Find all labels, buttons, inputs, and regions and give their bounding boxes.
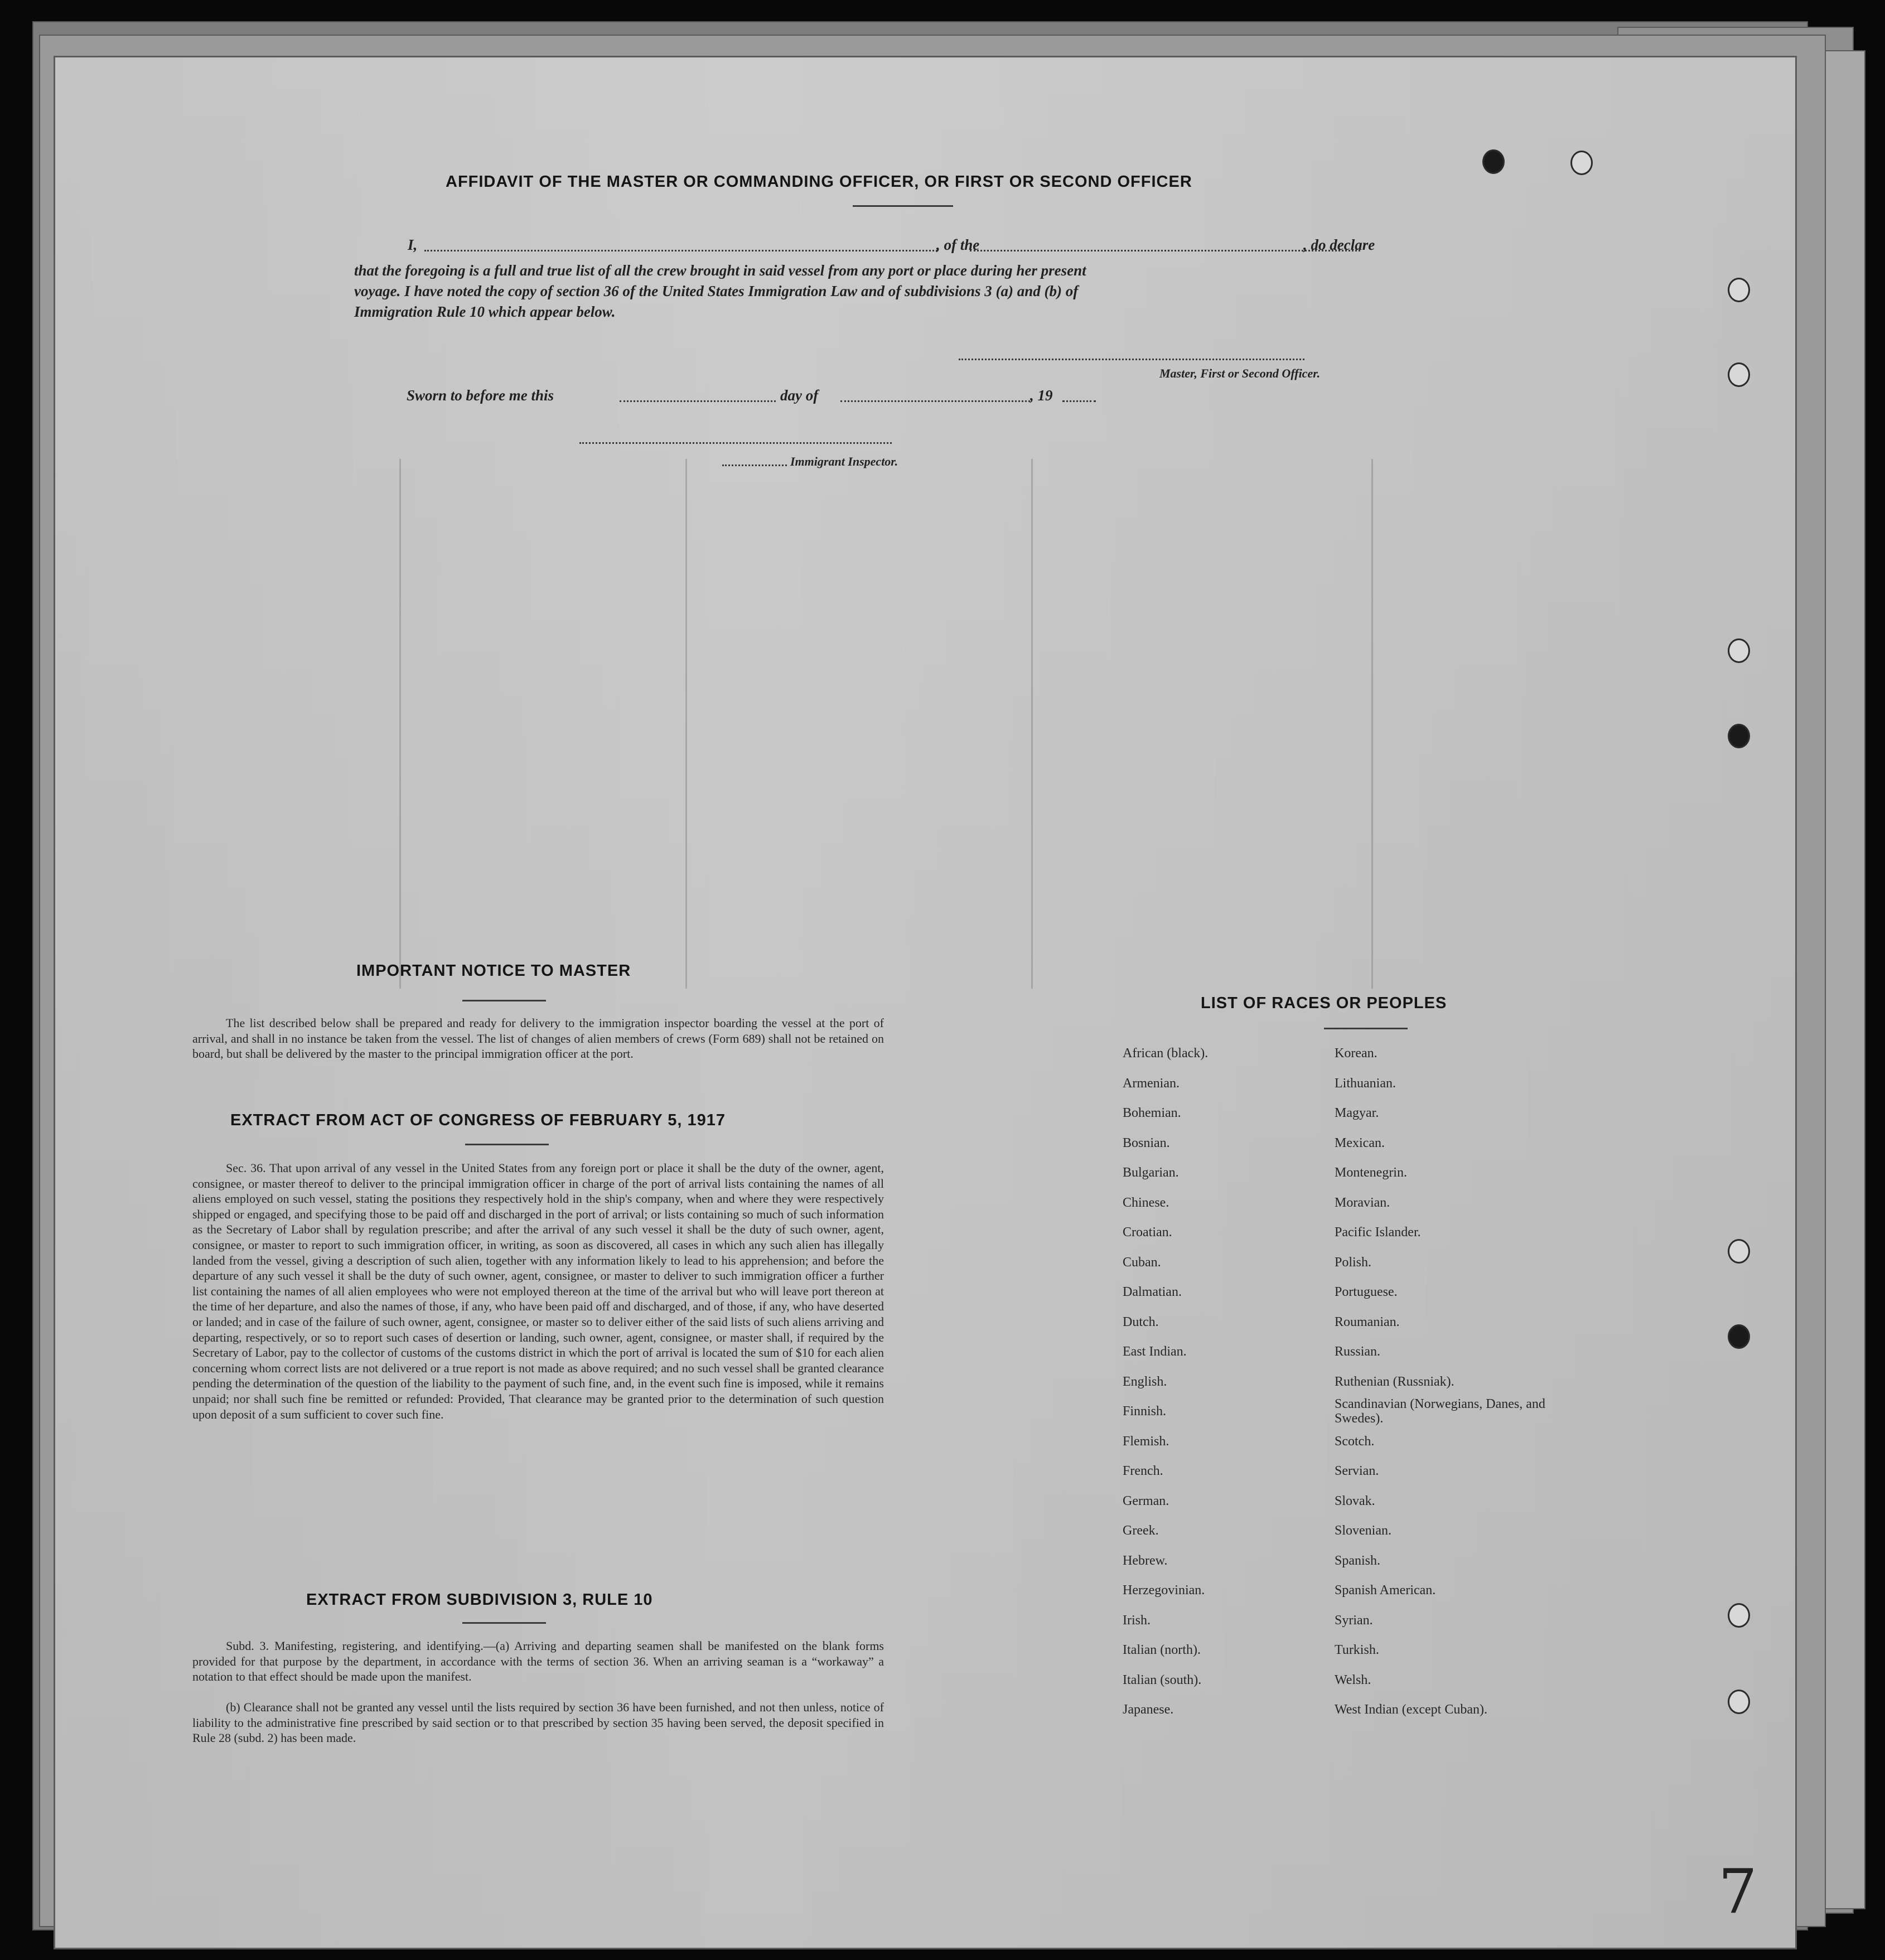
race-item: Greek. [1123,1523,1159,1538]
rule-text-a: Subd. 3. Manifesting, registering, and identifying.—(a) Arriving and departing seamen shall be manifested on the blank forms provided for that purpose by the department, in accordance with the terms of section 36. When an arriving seaman is a “workaway” a notation to that effect should be made upon the manifest. [192,1639,884,1684]
binder-hole [1728,362,1750,387]
race-item: Japanese. [1123,1702,1174,1717]
bleed-through-line [1371,459,1373,989]
binder-hole [1728,1690,1750,1714]
act-title: EXTRACT FROM ACT OF CONGRESS OF FEBRUARY 5, 1917 [230,1111,726,1129]
inspector-label: Immigrant Inspector. [790,454,898,468]
race-item: Dutch. [1123,1314,1159,1329]
bleed-through-line [685,459,687,989]
race-item: Chinese. [1123,1195,1169,1210]
race-item: African (black). [1123,1046,1209,1061]
divider [465,1144,549,1145]
race-item: Lithuanian. [1335,1076,1396,1091]
act-text: Sec. 36. That upon arrival of any vessel in the United States from any foreign port or place it shall be the duty of the owner, agent, consignee, or master thereof to deliver to the principal immigration officer in charge of the port of arrival lists containing the names of all aliens employed on such vessel, stating the positions they respectively hold in the ship's company, when and where they were respectively shipped or engaged, and specifying those to be paid off and discharged in the port of arrival; or lists containing so much of such information as the Secretary of Labor shall by regulation prescribe; and after the arrival of any such vessel it shall be the duty of such owner, agent, consignee, or master to report to such immigration officer, in writing, as soon as discovered, all cases in which any such alien has illegally landed from the vessel, giving a description of such alien, together with any information likely to lead to his apprehension; and before the departure of any such vessel it shall be the duty of such owner, agent, consignee, or master to deliver to such immigration officer a further list containing the names of all alien employees who were not employed thereon at the time of the arrival but who will leave port thereon at the time of her departure, and also the names of those, if any, who have been paid off and discharged, and of those, if any, who have deserted or landed; and in case of the failure of such owner, agent, consignee, or master so to deliver either of the said lists of such aliens arriving and departing, respectively, or so to report such cases of desertion or landing, such owner, agent, consignee, or master shall, if required by the Secretary of Labor, pay to the collector of customs of the customs district in which the port of arrival is located the sum of $10 for each alien concerning whom correct lists are not delivered or a true report is not made as above required; and no such vessel shall be granted clearance pending the determination of the question of the liability to the payment of such fine, and, in the event such fine is imposed, while it remains unpaid; nor shall such fine be remitted or refunded: Provided, That clearance may be granted prior to the determination of such question upon deposit of a sum sufficient to cover such fine. [192,1161,884,1421]
inspector-signature-blank[interactable] [579,442,892,444]
binder-hole [1728,1324,1750,1349]
race-item: Slovak. [1335,1493,1375,1508]
race-item: French. [1123,1464,1163,1478]
race-item: Magyar. [1335,1106,1379,1120]
race-item: Flemish. [1123,1434,1169,1449]
notice-title: IMPORTANT NOTICE TO MASTER [356,962,631,980]
race-item: Cuban. [1123,1255,1161,1270]
race-item: Bulgarian. [1123,1165,1179,1180]
signature-blank[interactable] [959,359,1304,360]
race-item: Portuguese. [1335,1285,1398,1299]
race-item: Herzegovinian. [1123,1583,1205,1598]
affidavit-line: that the foregoing is a full and true list of all the crew brought in said vessel from any port or place during her present [354,262,1086,279]
bleed-through-line [399,459,401,989]
affidavit-i: I, [408,236,418,253]
sworn-label: Sworn to before me this [407,387,554,404]
race-item: Bohemian. [1123,1106,1181,1120]
document-page [54,56,1797,1949]
day-blank[interactable] [620,400,776,402]
inspector-blank[interactable] [722,464,787,466]
race-item: Croatian. [1123,1225,1172,1240]
binder-hole [1482,149,1505,174]
notice-text: The list described below shall be prepared and ready for delivery to the immigration inspector boarding the vessel at the port of arrival, and shall in no instance be taken from the vessel. The list of changes of alien members of crews (Form 689) shall not be retained on board, but shall be delivered by the master to the principal immigration officer at the port. [192,1016,884,1061]
vessel-blank[interactable] [970,250,1360,251]
month-blank[interactable] [840,400,1030,402]
race-item: Hebrew. [1123,1553,1168,1568]
divider [462,1622,546,1624]
races-right-column [1335,1039,1569,1725]
race-item: Finnish. [1123,1404,1167,1419]
race-item: Spanish American. [1335,1583,1436,1598]
race-item: Syrian. [1335,1613,1373,1628]
race-item: East Indian. [1123,1344,1187,1359]
race-item: Welsh. [1335,1672,1371,1687]
race-item: Irish. [1123,1613,1151,1628]
name-blank[interactable] [424,250,937,251]
bleed-through-line [1031,459,1033,989]
year-blank[interactable] [1062,400,1096,402]
binder-hole [1570,151,1593,175]
race-item: West Indian (except Cuban). [1335,1702,1487,1717]
affidavit-of-the: , of the [936,236,980,253]
race-item: Italian (north). [1123,1643,1201,1657]
divider [462,1000,546,1001]
race-item: English. [1123,1374,1167,1389]
race-item: Scotch. [1335,1434,1375,1449]
master-signature-label: Master, First or Second Officer. [1159,366,1321,380]
race-item: Spanish. [1335,1553,1381,1568]
day-of-label: day of [780,387,819,404]
race-item: Moravian. [1335,1195,1390,1210]
race-item: Roumanian. [1335,1314,1400,1329]
affidavit-line: voyage. I have noted the copy of section 36 of the United States Immigration Law and of subdivisions 3 (a) and (b) of [354,283,1079,299]
rule-text-b: (b) Clearance shall not be granted any vessel until the lists required by section 36 have been furnished, and not then unless, notice of liability to the administrative fine prescribed by said section or to that prescribed by section 35 having been served, the deposit specified in Rule 28 (subd. 2) has been made. [192,1700,884,1745]
race-item: Pacific Islander. [1335,1225,1421,1240]
race-item: Ruthenian (Russniak). [1335,1374,1454,1389]
race-item: German. [1123,1493,1169,1508]
binder-hole [1728,278,1750,302]
races-title: LIST OF RACES OR PEOPLES [1201,994,1447,1012]
race-item: Turkish. [1335,1643,1379,1657]
race-item: Servian. [1335,1464,1379,1478]
race-item: Dalmatian. [1123,1285,1182,1299]
race-item: Polish. [1335,1255,1372,1270]
handwritten-mark: 7 [1718,1856,1757,1927]
race-item: Scandinavian (Norwegians, Danes, and Swedes). [1335,1397,1545,1426]
race-item: Russian. [1335,1344,1381,1359]
affidavit-do-declare: , do declare [1303,236,1375,253]
year-label: , 19 [1030,387,1053,404]
race-item: Montenegrin. [1335,1165,1407,1180]
race-item: Korean. [1335,1046,1378,1061]
divider [1324,1028,1408,1029]
binder-hole [1728,638,1750,663]
binder-hole [1728,1603,1750,1628]
divider [853,205,953,207]
affidavit-title: AFFIDAVIT OF THE MASTER OR COMMANDING OFFICER, OR FIRST OR SECOND OFFICER [446,173,1192,191]
race-item: Bosnian. [1123,1135,1170,1150]
race-item: Slovenian. [1335,1523,1391,1538]
binder-hole [1728,1239,1750,1264]
race-item: Armenian. [1123,1076,1180,1091]
race-item: Italian (south). [1123,1672,1202,1687]
binder-hole [1728,724,1750,748]
affidavit-line: Immigration Rule 10 which appear below. [354,303,616,320]
race-item: Mexican. [1335,1135,1385,1150]
rule-title: EXTRACT FROM SUBDIVISION 3, RULE 10 [306,1591,653,1609]
races-left-column [1123,1039,1323,1725]
